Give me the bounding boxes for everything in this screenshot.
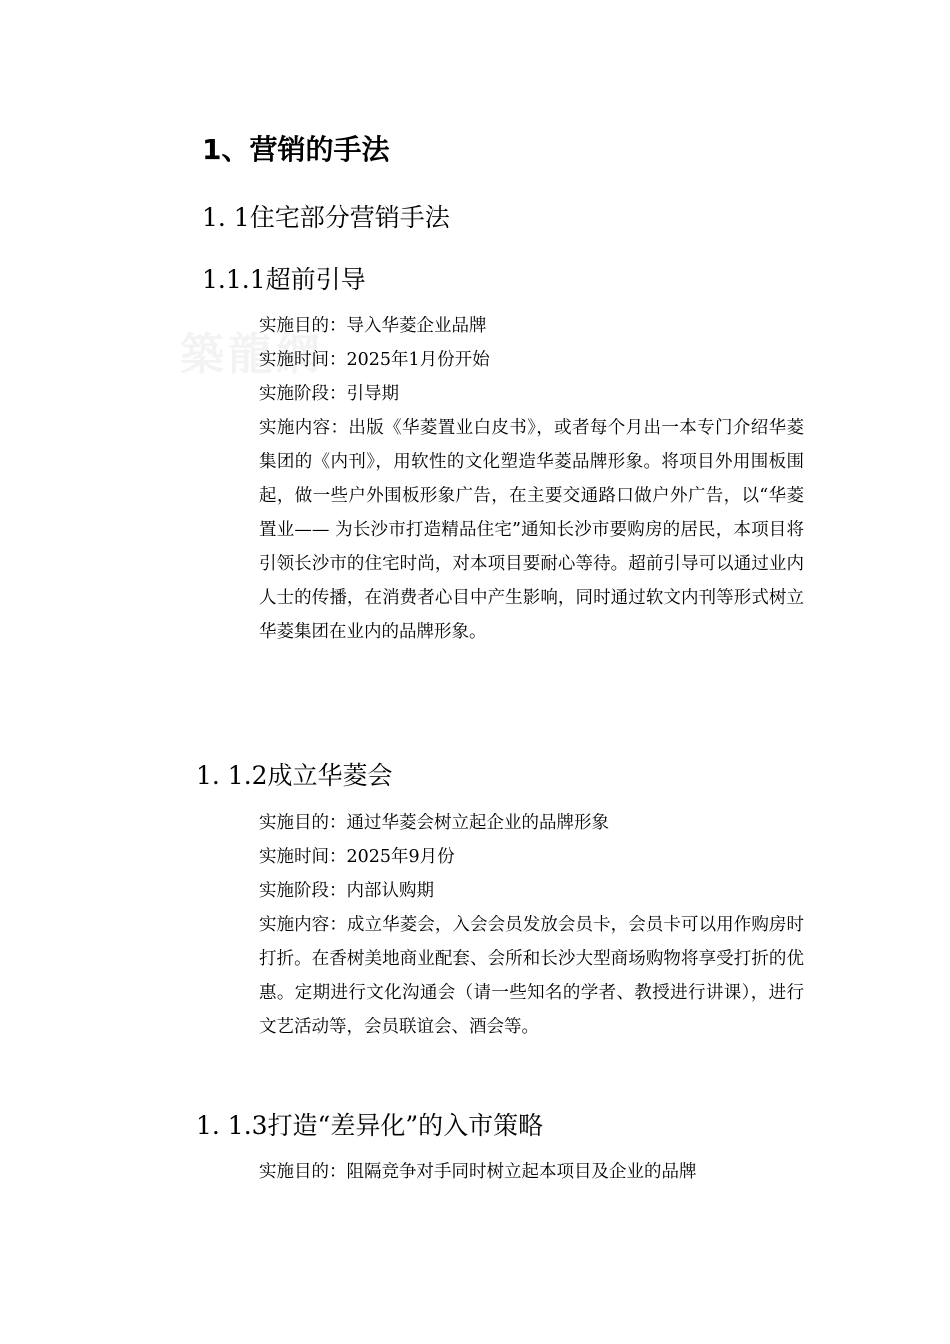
heading-marketing-methods: 1、营销的手法 <box>202 133 390 166</box>
purpose-line: 实施目的：阻隔竞争对手同时树立起本项目及企业的品牌 <box>259 1162 697 1182</box>
heading-differentiation-strategy: 1. 1.3打造“差异化”的入市策略 <box>196 1111 544 1140</box>
heading-establish-club: 1. 1.2成立华菱会 <box>196 761 393 790</box>
stage-line: 实施阶段：引导期 <box>259 384 399 404</box>
content-paragraph: 实施内容：出版《华菱置业白皮书》，或者每个月出一本专门介绍华菱集团的《内刊》，用软性的文化塑造华菱品牌形象。将项目外用围板围起，做一些户外围板形象广告，在主要交通路口做户外广告，以“华菱置业—— 为长沙市打造精品住宅”通知长沙市要购房的居民，本项目将引领长沙市的住宅时尚，对本项目要耐心等待。超前引导可以通过业内人士的传播，在消费者心目中产生影响，同时通过软文内刊等形式树立华菱集团在业内的品牌形象。 <box>259 418 804 642</box>
time-line: 实施时间：2025年1月份开始 <box>259 350 490 370</box>
heading-residential-marketing: 1. 1住宅部分营销手法 <box>202 203 450 232</box>
establish-club-body <box>259 806 804 1044</box>
watermark: 築龍網 <box>180 329 324 380</box>
differentiation-strategy-body <box>259 1155 804 1189</box>
stage-line: 实施阶段：内部认购期 <box>259 881 434 901</box>
purpose-line: 实施目的：导入华菱企业品牌 <box>259 316 487 336</box>
content-paragraph: 实施内容：成立华菱会，入会会员发放会员卡，会员卡可以用作购房时打折。在香树美地商业配套、会所和长沙大型商场购物将享受打折的优惠。定期进行文化沟通会（请一些知名的学者、教授进行讲课），进行文艺活动等，会员联谊会、酒会等。 <box>259 915 804 1037</box>
purpose-line: 实施目的：通过华菱会树立起企业的品牌形象 <box>259 813 609 833</box>
heading-advance-guidance: 1.1.1超前引导 <box>202 265 366 294</box>
advance-guidance-body <box>259 309 804 649</box>
time-line: 实施时间：2025年9月份 <box>259 847 455 867</box>
